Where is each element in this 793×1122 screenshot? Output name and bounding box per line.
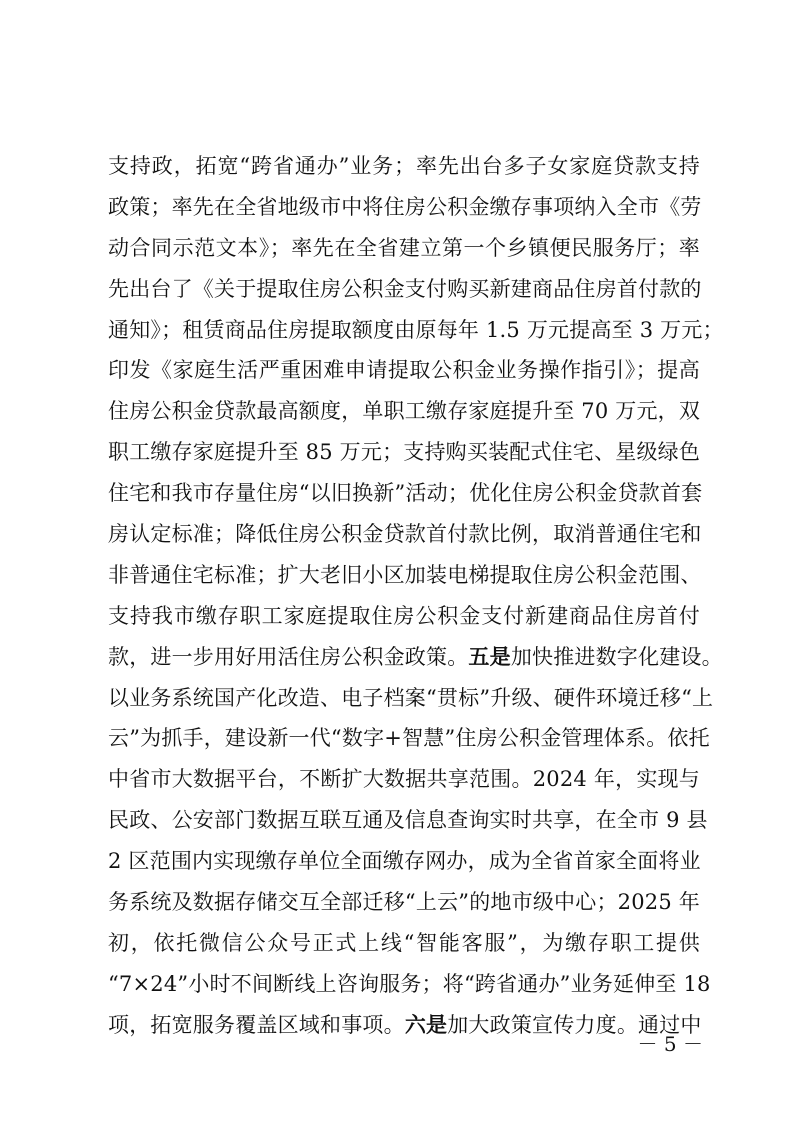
text-line (108, 841, 700, 882)
text-line (108, 800, 708, 841)
text-segment: 先出台了《关于提取住房公积金支付购买新建商品住房首付款的 (108, 276, 702, 301)
text-line (108, 187, 700, 228)
text-segment: 务系统及数据存储交互全部迁移“上云”的地市级中心；2025 年 (108, 890, 700, 915)
text-line (108, 718, 710, 759)
text-segment: 云”为抓手，建设新一代“数字+智慧”住房公积金管理体系。依托 (108, 726, 710, 751)
text-segment: 民政、公安部门数据互联互通及信息查询实时共享，在全市 9 县 (108, 808, 708, 833)
text-line (108, 514, 700, 555)
text-line (108, 269, 700, 310)
text-line (108, 678, 714, 719)
text-segment: 款，进一步用好用活住房公积金政策。 (108, 644, 469, 669)
text-segment: 住宅和我市存量住房“以旧换新”活动；优化住房公积金贷款首套 (108, 481, 703, 506)
text-line (108, 596, 700, 637)
text-line (108, 310, 724, 351)
text-segment: 加快推进数字化建设。 (510, 644, 723, 669)
page-number: － 5 － (637, 1032, 703, 1056)
text-line (108, 964, 711, 1005)
text-segment: 中省市大数据平台，不断扩大数据共享范围。2024 年，实现与 (108, 767, 700, 792)
text-segment: 以业务系统国产化改造、电子档案“贯标”升级、硬件环境迁移“上 (108, 685, 714, 710)
text-line (108, 146, 700, 187)
text-segment: 加大政策宣传力度。通过中 (447, 1012, 702, 1037)
text-line (108, 228, 700, 269)
text-line (108, 391, 700, 432)
text-segment: 动合同示范文本》；率先在全省建立第一个乡镇便民服务厅；率 (108, 235, 700, 260)
text-segment: 政策；率先在全省地级市中将住房公积金缴存事项纳入全市《劳 (108, 194, 702, 219)
text-line (108, 637, 723, 678)
text-segment: 支持我市缴存职工家庭提取住房公积金支付新建商品住房首付 (108, 603, 700, 628)
text-segment: 项，拓宽服务覆盖区域和事项。 (108, 1012, 405, 1037)
text-line (108, 1005, 700, 1046)
text-line (108, 350, 700, 391)
text-segment: 房认定标准；降低住房公积金贷款首付款比例，取消普通住宅和 (108, 522, 702, 547)
text-segment: 印发《家庭生活严重困难申请提取公积金业务操作指引》；提高 (108, 358, 700, 383)
text-line (108, 473, 703, 514)
text-line (108, 882, 700, 923)
text-line (108, 432, 700, 473)
text-line (108, 759, 700, 800)
text-segment: 支持政，拓宽“跨省通办”业务；率先出台多子女家庭贷款支持 (108, 154, 700, 178)
text-segment: 通知》；租赁商品住房提取额度由原每年 1.5 万元提高至 3 万元； (108, 317, 724, 342)
emphasis-text: 六是 (404, 1011, 448, 1037)
text-segment: 住房公积金贷款最高额度，单职工缴存家庭提升至 70 万元，双 (108, 399, 701, 424)
emphasis-text: 五是 (468, 643, 511, 669)
text-segment: “7×24”小时不间断线上咨询服务；将“跨省通办”业务延伸至 18 (108, 971, 711, 996)
text-line (108, 923, 700, 964)
text-segment: 初，依托微信公众号正式上线“智能客服”，为缴存职工提供 (108, 930, 700, 955)
text-line (108, 555, 700, 596)
text-segment: 非普通住宅标准；扩大老旧小区加装电梯提取住房公积金范围、 (108, 562, 702, 587)
body-text (108, 146, 724, 1046)
text-segment: 2 区范围内实现缴存单位全面缴存网办，成为全省首家全面将业 (108, 849, 701, 874)
text-segment: 职工缴存家庭提升至 85 万元；支持购买装配式住宅、星级绿色 (108, 440, 701, 465)
